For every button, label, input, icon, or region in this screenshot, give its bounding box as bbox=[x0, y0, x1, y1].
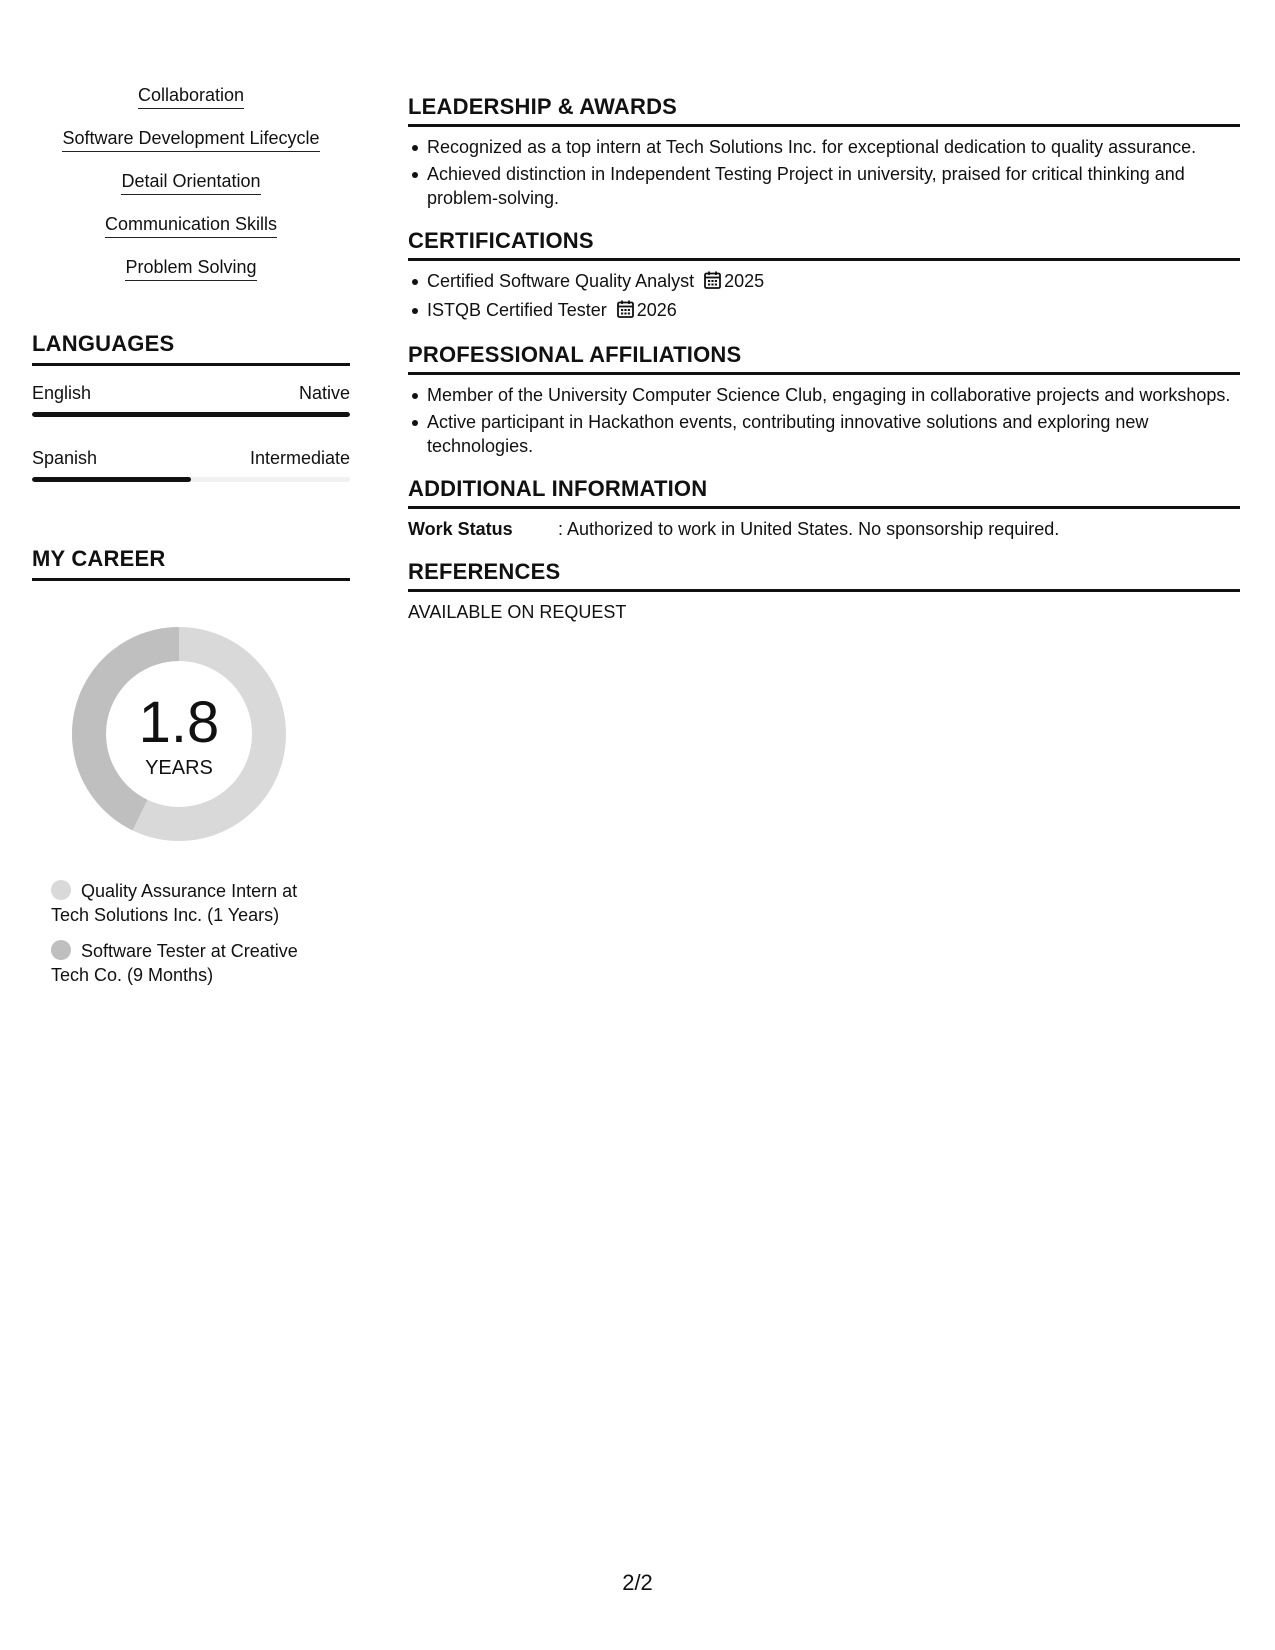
certification-name: ISTQB Certified Tester bbox=[427, 300, 607, 320]
page-number: 2/2 bbox=[622, 1570, 653, 1595]
leadership-title: LEADERSHIP & AWARDS bbox=[408, 94, 1240, 127]
left-column bbox=[32, 84, 350, 999]
references-section bbox=[408, 559, 1240, 624]
languages-section bbox=[32, 331, 350, 482]
language-name: English bbox=[32, 383, 92, 403]
references-title: REFERENCES bbox=[408, 559, 1240, 592]
languages-title: LANGUAGES bbox=[32, 331, 350, 366]
career-legend bbox=[51, 879, 331, 987]
list-item: Recognized as a top intern at Tech Solutions Inc. for exceptional dedication to quality assurance. bbox=[427, 135, 1240, 159]
skill-item: Software Development Lifecycle bbox=[62, 127, 319, 152]
additional-info-section bbox=[408, 476, 1240, 541]
language-proficiency-bar bbox=[32, 412, 350, 417]
list-item: Member of the University Computer Science Club, engaging in collaborative projects and workshops. bbox=[427, 383, 1240, 407]
certification-year: 2025 bbox=[724, 271, 765, 291]
work-status-label: Work Status bbox=[408, 519, 513, 539]
calendar-icon bbox=[617, 300, 634, 324]
skill-item: Detail Orientation bbox=[121, 170, 260, 195]
career-title: MY CAREER bbox=[32, 546, 350, 581]
career-section bbox=[32, 546, 350, 987]
language-level: Intermediate bbox=[249, 448, 350, 468]
work-status-row bbox=[408, 517, 1240, 541]
legend-item bbox=[51, 939, 331, 987]
certifications-list bbox=[408, 269, 1240, 324]
additional-info-title: ADDITIONAL INFORMATION bbox=[408, 476, 1240, 509]
right-column bbox=[408, 94, 1240, 642]
list-item bbox=[427, 269, 1240, 295]
language-proficiency-fill bbox=[32, 412, 350, 417]
legend-dot bbox=[51, 940, 71, 960]
language-item-spanish bbox=[32, 447, 350, 482]
list-item: Active participant in Hackathon events, contributing innovative solutions and exploring new technologies. bbox=[427, 410, 1240, 458]
leadership-list bbox=[408, 135, 1240, 210]
list-item bbox=[427, 298, 1240, 324]
legend-label: Software Tester at Creative Tech Co. (9 Months) bbox=[51, 941, 298, 985]
affiliations-list bbox=[408, 383, 1240, 458]
work-status-value: : Authorized to work in United States. No sponsorship required. bbox=[558, 519, 1060, 539]
legend-label: Quality Assurance Intern at Tech Solutions Inc. (1 Years) bbox=[51, 881, 298, 925]
certification-name: Certified Software Quality Analyst bbox=[427, 271, 695, 291]
legend-item bbox=[51, 879, 331, 927]
language-proficiency-bar bbox=[32, 477, 350, 482]
language-level: Native bbox=[298, 383, 350, 403]
list-item: Achieved distinction in Independent Testing Project in university, praised for critical thinking and problem-solving. bbox=[427, 162, 1240, 210]
references-text: AVAILABLE ON REQUEST bbox=[408, 602, 627, 622]
language-item-english bbox=[32, 382, 350, 417]
leadership-section bbox=[408, 94, 1240, 210]
legend-dot bbox=[51, 880, 71, 900]
certifications-title: CERTIFICATIONS bbox=[408, 228, 1240, 261]
career-total-years: 1.8 bbox=[138, 690, 220, 755]
certification-year: 2026 bbox=[636, 300, 677, 320]
career-donut-chart bbox=[66, 621, 292, 847]
skill-item: Collaboration bbox=[138, 84, 244, 109]
affiliations-section bbox=[408, 342, 1240, 458]
language-proficiency-fill bbox=[32, 477, 191, 482]
skill-item: Problem Solving bbox=[125, 256, 256, 281]
skill-item: Communication Skills bbox=[105, 213, 277, 238]
calendar-icon bbox=[704, 271, 721, 295]
affiliations-title: PROFESSIONAL AFFILIATIONS bbox=[408, 342, 1240, 375]
language-name: Spanish bbox=[32, 448, 98, 468]
certifications-section bbox=[408, 228, 1240, 324]
skills-list bbox=[32, 84, 350, 299]
donut-center bbox=[66, 690, 292, 779]
career-years-label: YEARS bbox=[145, 757, 213, 779]
